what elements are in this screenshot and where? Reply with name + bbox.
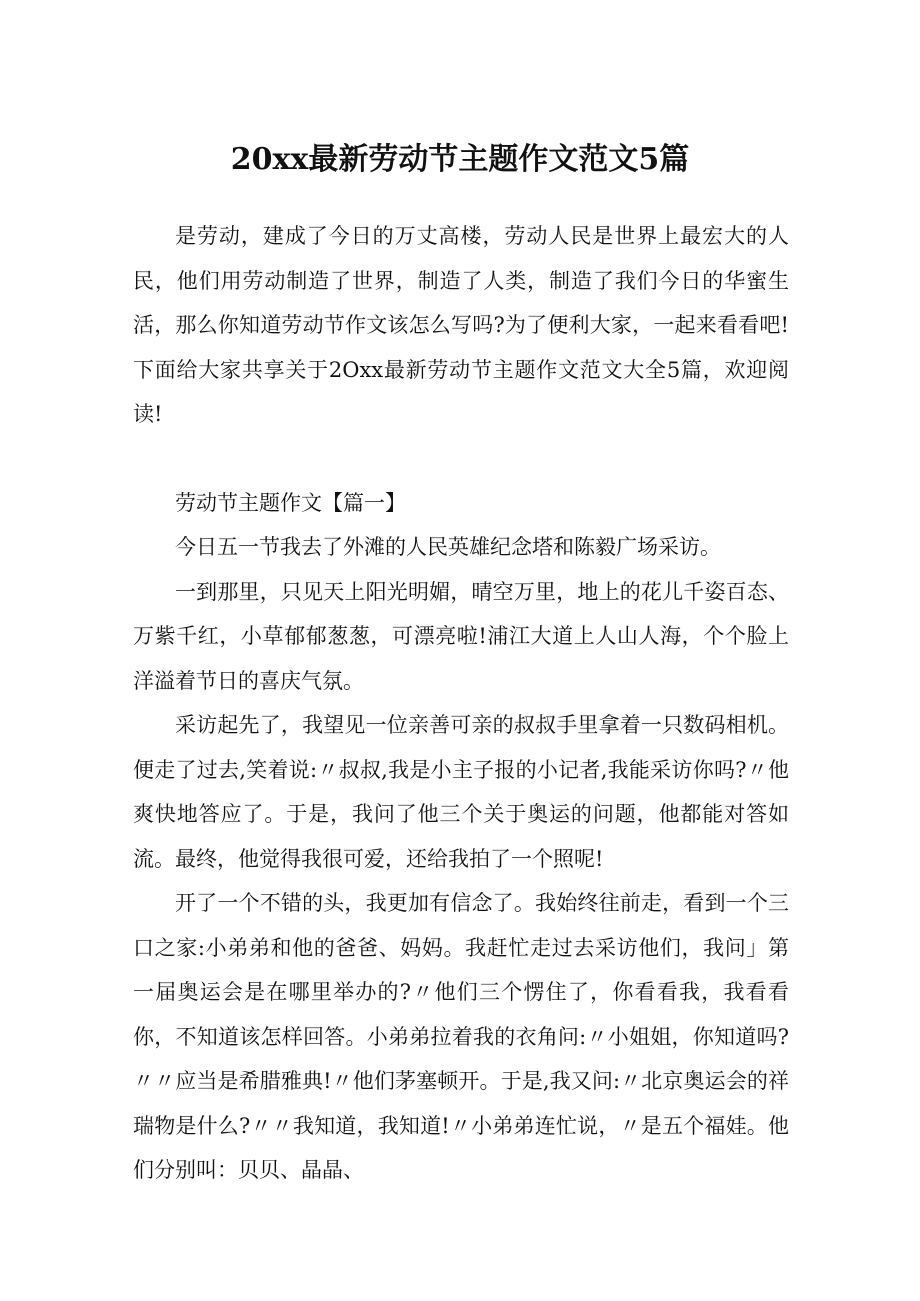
body-paragraph-3: 采访起先了，我望见一位亲善可亲的叔叔手里拿着一只数码相机。便走了过去,笑着说:〃叔叔,我是小主子报的小记者,我能采访你吗?〃他爽快地答应了。于是，我问了他三个关于奥运的问题，他都能对答如流。最终，他觉得我很可爱，还给我拍了一个照呢!: [133, 713, 789, 871]
body-paragraph-4: 开了一个不错的头，我更加有信念了。我始终往前走，看到一个三口之家:小弟弟和他的爸爸、妈妈。我赶忙走过去采访他们，我问」第一届奥运会是在哪里举办的?〃他们三个愣住了，你看看我，我看看你，不知道该怎样回答。小弟弟拉着我的衣角问:〃小姐姐，你知道吗?〃〃应当是希腊雅典!〃他们茅塞顿开。于是,我又问:〃北京奥运会的祥瑞物是什么?〃〃我知道，我知道!〃小弟弟连忙说，〃是五个福娃。他们分别叫：贝贝、晶晶、: [133, 891, 789, 1182]
document-title: 20xx最新劳动节主题作文范文5篇: [230, 142, 690, 177]
section-heading: 劳动节主题作文【篇一】: [175, 490, 406, 515]
body-paragraph-2: 一到那里，只见天上阳光明媚，晴空万里，地上的花儿千姿百态、万紫千红，小草郁郁葱葱，可漂亮啦!浦江大道上人山人海，个个脸上洋溢着节日的喜庆气氛。: [133, 579, 789, 693]
body-paragraph-1: 今日五一节我去了外滩的人民英雄纪念塔和陈毅广场采访。: [175, 535, 721, 559]
intro-paragraph: 是劳动，建成了今日的万丈高楼，劳动人民是世界上最宏大的人民，他们用劳动制造了世界，制造了人类，制造了我们今日的华蜜生活，那么你知道劳动节作文该怎么写吗?为了便利大家，一起来看看吧!下面给大家共享关于2Oxx最新劳动节主题作文范文大全5篇，欢迎阅读!: [133, 224, 789, 426]
document-body: [133, 214, 789, 1193]
